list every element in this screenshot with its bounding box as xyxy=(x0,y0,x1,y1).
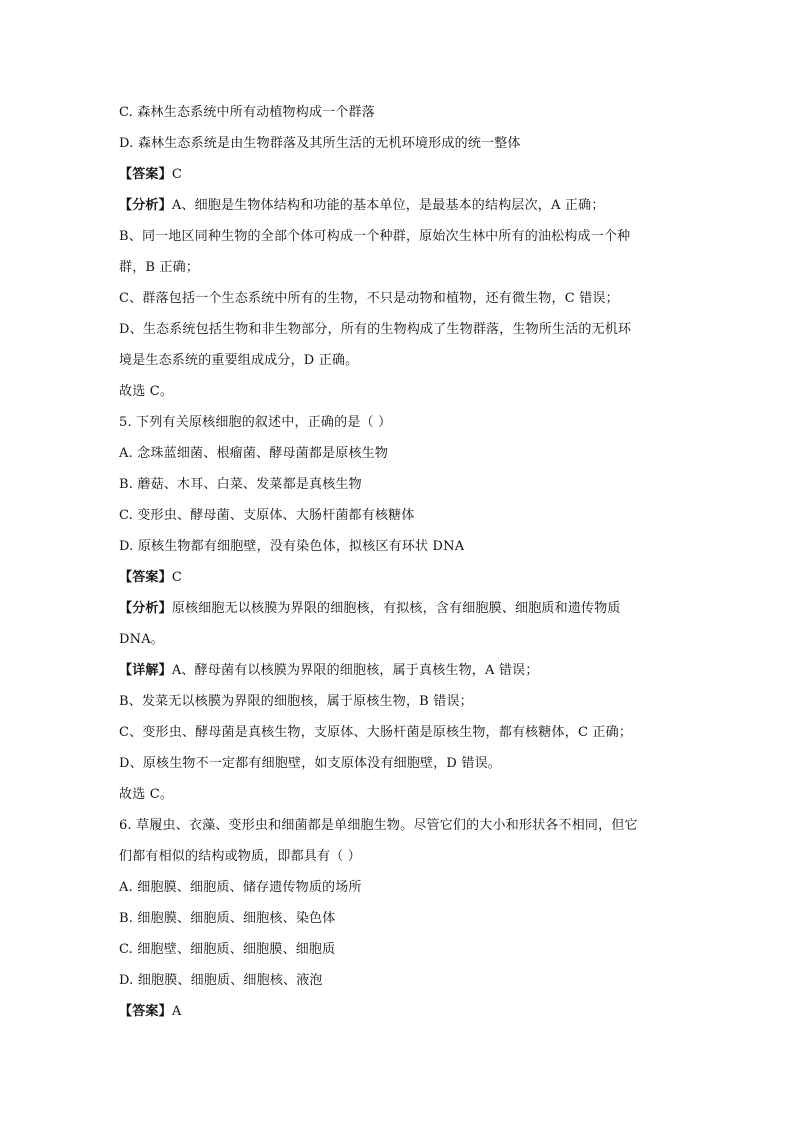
conclusion-line: 故选 C。 xyxy=(119,384,174,399)
answer-line: 【答案】C xyxy=(119,570,182,585)
analysis-line: 【分析】原核细胞无以核膜为界限的细胞核，有拟核，含有细胞膜、细胞质和遗传物质 xyxy=(119,601,621,616)
question-line: 5. 下列有关原核细胞的叙述中，正确的是（ ） xyxy=(119,415,392,430)
option-line: A. 念珠蓝细菌、根瘤菌、酵母菌都是原核生物 xyxy=(119,446,389,461)
analysis-line: B、同一地区同种生物的全部个体可构成一个种群，原始次生林中所有的油松构成一个种 xyxy=(119,229,631,244)
conclusion-line: 故选 C。 xyxy=(119,787,174,802)
detail-line: 【详解】A、酵母菌有以核膜为界限的细胞核，属于真核生物，A 错误； xyxy=(119,663,539,678)
option-line: D. 森林生态系统是由生物群落及其所生活的无机环境形成的统一整体 xyxy=(119,136,521,151)
answer-line: 【答案】A xyxy=(119,1004,182,1019)
option-line: A. 细胞膜、细胞质、储存遗传物质的场所 xyxy=(119,880,362,895)
analysis-line: 【分析】A、细胞是生物体结构和功能的基本单位，是最基本的结构层次，A 正确； xyxy=(119,198,605,213)
analysis-line: 境是生态系统的重要组成成分，D 正确。 xyxy=(119,353,359,368)
question-line: 们都有相似的结构或物质，即都具有（ ） xyxy=(119,849,361,864)
option-line: C. 细胞壁、细胞质、细胞膜、细胞质 xyxy=(119,942,336,957)
answer-line: 【答案】C xyxy=(119,167,182,182)
option-line: B. 蘑菇、木耳、白菜、发菜都是真核生物 xyxy=(119,477,362,492)
analysis-line: D、生态系统包括生物和非生物部分，所有的生物构成了生物群落，生物所生活的无机环 xyxy=(119,322,632,337)
option-line: D. 细胞膜、细胞质、细胞核、液泡 xyxy=(119,973,323,988)
detail-line: B、发菜无以核膜为界限的细胞核，属于原核生物，B 错误； xyxy=(119,694,473,709)
question-line: 6. 草履虫、衣藻、变形虫和细菌都是单细胞生物。尽管它们的大小和形状各不相同，但它 xyxy=(119,818,638,833)
option-line: C. 森林生态系统中所有动植物构成一个群落 xyxy=(119,105,375,120)
detail-line: C、变形虫、酵母菌是真核生物，支原体、大肠杆菌是原核生物，都有核糖体，C 正确； xyxy=(119,725,633,740)
analysis-line: 群，B 正确； xyxy=(119,260,200,275)
option-line: C. 变形虫、酵母菌、支原体、大肠杆菌都有核糖体 xyxy=(119,508,415,523)
option-line: B. 细胞膜、细胞质、细胞核、染色体 xyxy=(119,911,336,926)
analysis-line: DNA。 xyxy=(119,632,164,647)
detail-line: D、原核生物不一定都有细胞壁，如支原体没有细胞壁，D 错误。 xyxy=(119,756,501,771)
analysis-line: C、群落包括一个生态系统中所有的生物，不只是动物和植物，还有微生物，C 错误； xyxy=(119,291,619,306)
option-line: D. 原核生物都有细胞壁，没有染色体，拟核区有环状 DNA xyxy=(119,539,465,554)
